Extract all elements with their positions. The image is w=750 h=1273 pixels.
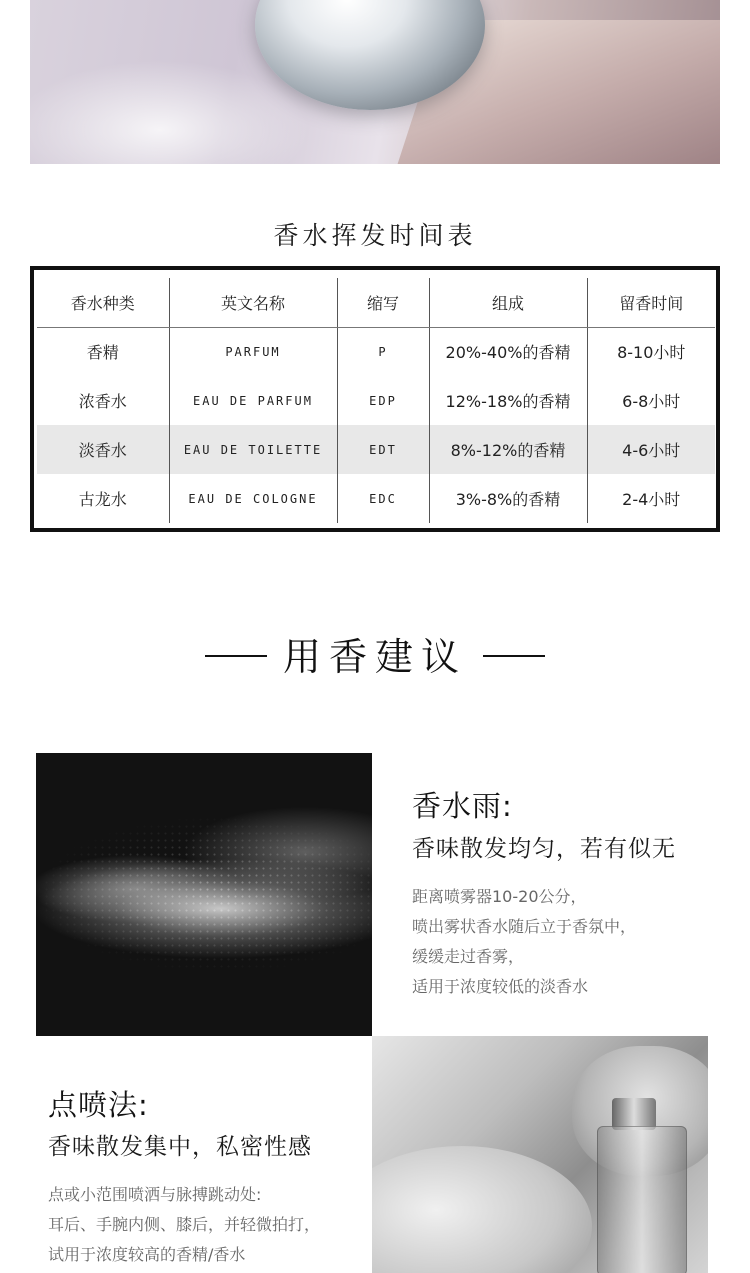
cell-duration: 2-4小时 bbox=[587, 474, 715, 523]
wrist-spray-image bbox=[372, 1036, 708, 1273]
cell-composition: 3%-8%的香精 bbox=[429, 474, 587, 523]
heading-dash-left bbox=[205, 655, 267, 657]
spray-mist-image bbox=[36, 753, 372, 1036]
cell-english-name: PARFUM bbox=[169, 327, 337, 376]
cell-abbreviation: EDP bbox=[337, 376, 429, 425]
table-row bbox=[37, 425, 715, 474]
cell-type: 浓香水 bbox=[78, 392, 127, 411]
advice-heading-text: 用香建议 bbox=[282, 635, 467, 679]
cell-duration: 6-8小时 bbox=[587, 376, 715, 425]
spray-rain-line: 距离喷雾器10-20公分， bbox=[412, 887, 587, 906]
table-row bbox=[37, 376, 715, 425]
spray-rain-line: 喷出雾状香水随后立于香氛中， bbox=[412, 917, 637, 936]
spot-spray-subtitle: 香味散发集中，私密性感 bbox=[48, 1134, 312, 1160]
cell-english-name: EAU DE COLOGNE bbox=[169, 474, 337, 523]
spot-spray-line: 耳后、手腕内侧、膝后，并轻微拍打， bbox=[48, 1215, 321, 1234]
wrist-perfume-bottle bbox=[597, 1126, 687, 1273]
cell-duration: 4-6小时 bbox=[587, 425, 715, 474]
table-row bbox=[37, 327, 715, 376]
volatility-table bbox=[37, 278, 715, 523]
volatility-table-frame bbox=[30, 266, 720, 532]
header-composition: 组成 bbox=[429, 278, 587, 327]
cell-type: 香精 bbox=[86, 343, 119, 363]
spot-spray-line: 试用于浓度较高的香精/香水 bbox=[48, 1245, 246, 1264]
cell-type: 古龙水 bbox=[78, 490, 127, 509]
spray-rain-title: 香水雨: bbox=[412, 789, 513, 823]
header-type: 香水种类 bbox=[37, 278, 169, 327]
header-english-name: 英文名称 bbox=[169, 278, 337, 327]
wrist-arm bbox=[372, 1146, 592, 1273]
cell-composition: 12%-18%的香精 bbox=[429, 376, 587, 425]
cell-type: 淡香水 bbox=[37, 425, 169, 474]
spot-spray-title: 点喷法: bbox=[48, 1088, 149, 1122]
cell-duration: 8-10小时 bbox=[587, 327, 715, 376]
header-abbreviation: 缩写 bbox=[337, 278, 429, 327]
hero-haze bbox=[30, 60, 310, 164]
spray-rain-subtitle: 香味散发均匀，若有似无 bbox=[412, 836, 676, 862]
volatility-table-title: 香水挥发时间表 bbox=[273, 221, 477, 250]
cell-abbreviation: EDC bbox=[337, 474, 429, 523]
spray-rain-description bbox=[412, 882, 636, 1002]
cell-english-name: EAU DE PARFUM bbox=[169, 376, 337, 425]
spot-spray-line: 点或小范围喷洒与脉搏跳动处: bbox=[48, 1185, 262, 1204]
cell-composition: 8%-12%的香精 bbox=[429, 425, 587, 474]
spray-mist-particles bbox=[36, 753, 372, 1036]
hero-product-image bbox=[30, 0, 720, 164]
cell-english-name: EAU DE TOILETTE bbox=[169, 425, 337, 474]
header-duration: 留香时间 bbox=[587, 278, 715, 327]
heading-dash-right bbox=[483, 655, 545, 657]
cell-composition: 20%-40%的香精 bbox=[429, 327, 587, 376]
spray-rain-line: 适用于浓度较低的淡香水 bbox=[412, 977, 589, 996]
table-row bbox=[37, 474, 715, 523]
cell-abbreviation: EDT bbox=[337, 425, 429, 474]
spot-spray-description bbox=[48, 1180, 320, 1270]
table-header-row bbox=[37, 278, 715, 327]
spray-rain-line: 缓缓走过香雾， bbox=[412, 947, 525, 966]
cell-abbreviation: P bbox=[337, 327, 429, 376]
advice-section-heading bbox=[0, 626, 750, 681]
